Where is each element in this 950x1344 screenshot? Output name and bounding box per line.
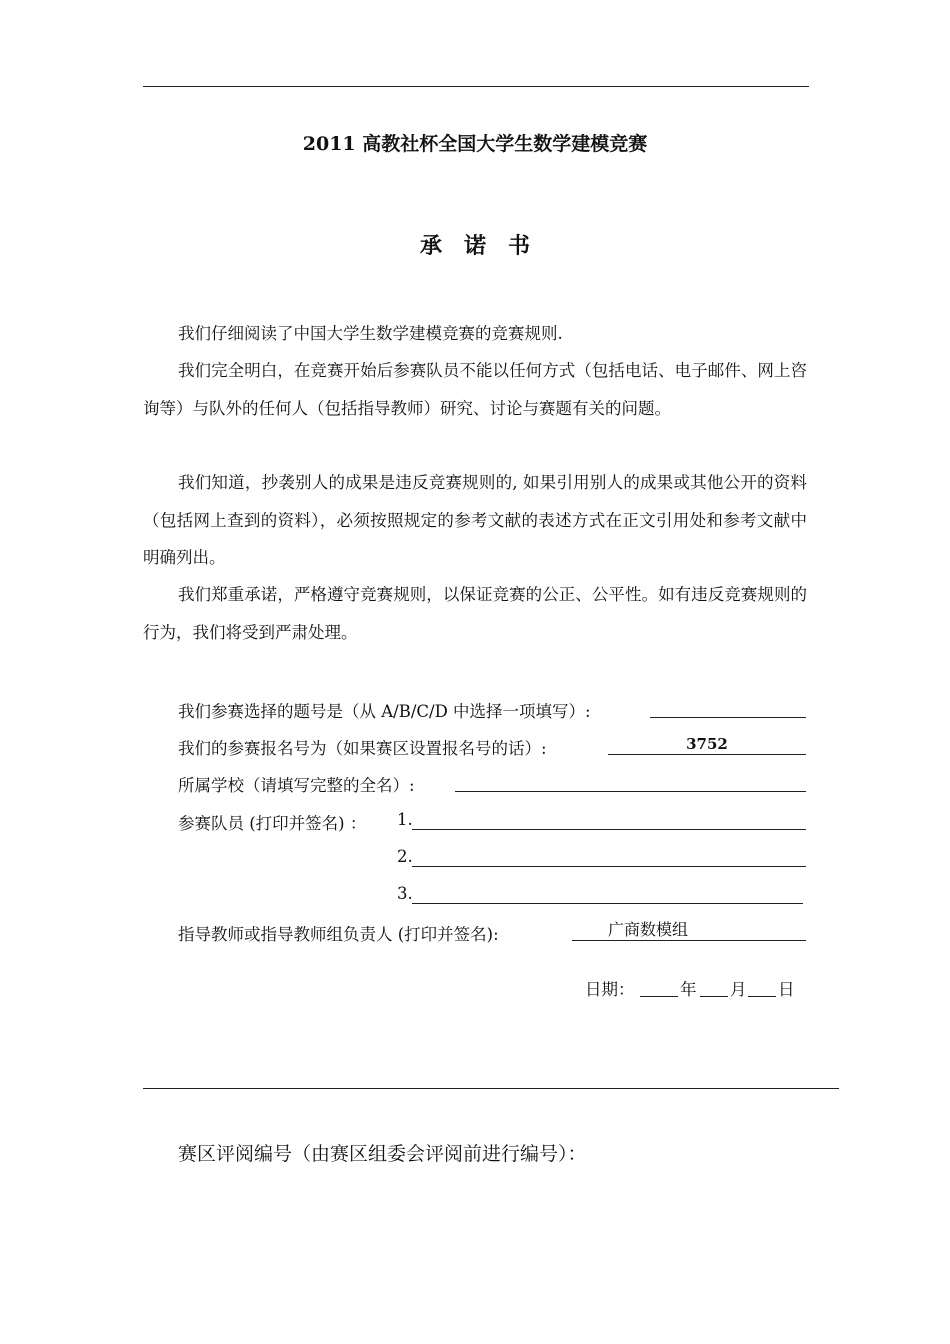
date-label: 日期： xyxy=(585,980,635,999)
problem-label: 我们参赛选择的题号是（从 A/B/C/D 中选择一项填写）: xyxy=(178,702,591,721)
top-rule xyxy=(143,86,809,87)
school-label: 所属学校（请填写完整的全名）: xyxy=(178,776,415,795)
advisor-field[interactable]: 广商数模组 xyxy=(572,920,806,941)
school-field[interactable] xyxy=(455,771,806,792)
member-2-number: 2. xyxy=(397,847,413,866)
review-number-label: 赛区评阅编号（由赛区组委会评阅前进行编号）： xyxy=(178,1143,587,1165)
date-year-field[interactable] xyxy=(640,976,678,997)
registration-label: 我们的参赛报名号为（如果赛区设置报名号的话）: xyxy=(178,739,547,758)
member-2-field[interactable] xyxy=(412,846,806,867)
paragraph-2: 我们完全明白，在竞赛开始后参赛队员不能以任何方式（包括电话、电子邮件、网上咨询等）与队外的任何人（包括指导教师）研究、讨论与赛题有关的问题。 xyxy=(143,361,807,418)
member-3-number: 3. xyxy=(397,884,413,903)
date-month-field[interactable] xyxy=(700,976,728,997)
paragraph-3: 我们知道，抄袭别人的成果是违反竞赛规则的, 如果引用别人的成果或其他公开的资料（包括网上查到的资料），必须按照规定的参考文献的表述方式在正文引用处和参考文献中明确列出。 xyxy=(143,473,807,567)
section-heading: 承诺书 xyxy=(419,233,552,259)
date-day-label: 日 xyxy=(778,980,795,999)
bottom-rule xyxy=(143,1088,839,1089)
paragraph-4: 我们郑重承诺，严格遵守竞赛规则，以保证竞赛的公正、公平性。如有违反竞赛规则的行为，我们将受到严肃处理。 xyxy=(143,585,807,642)
date-month-label: 月 xyxy=(730,980,747,999)
registration-field[interactable]: 3752 xyxy=(608,734,806,755)
advisor-label: 指导教师或指导教师组负责人 (打印并签名): xyxy=(178,925,499,944)
member-1-field[interactable] xyxy=(412,809,806,830)
member-1-number: 1. xyxy=(397,810,413,829)
date-year-label: 年 xyxy=(680,980,697,999)
members-label: 参赛队员 (打印并签名) ： xyxy=(178,814,367,833)
date-day-field[interactable] xyxy=(748,976,776,997)
problem-field[interactable] xyxy=(650,697,806,718)
page-title: 2011 高教社杯全国大学生数学建模竞赛 xyxy=(302,133,648,155)
member-3-field[interactable] xyxy=(412,883,803,904)
paragraph-1: 我们仔细阅读了中国大学生数学建模竞赛的竞赛规则. xyxy=(178,324,563,343)
